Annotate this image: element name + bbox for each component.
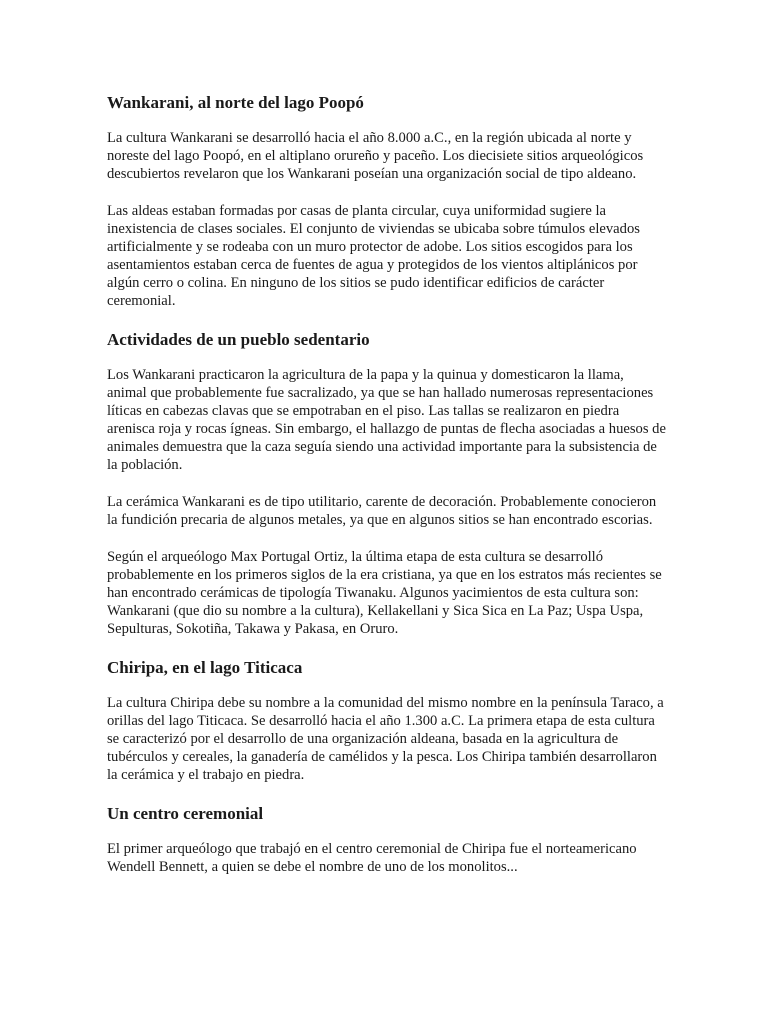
paragraph: La cerámica Wankarani es de tipo utilitario, carente de decoración. Probablemente conocieron la fundición precaria de algunos metales, ya que en algunos sitios se han encontrado escorias. bbox=[107, 494, 657, 528]
section-heading: Chiripa, en el lago Titicaca bbox=[107, 658, 303, 677]
section-heading: Un centro ceremonial bbox=[107, 804, 264, 823]
paragraph: Las aldeas estaban formadas por casas de planta circular, cuya uniformidad sugiere la inexistencia de clases sociales. El conjunto de viviendas se ubicaba sobre túmulos elevados artificialmente y se rodeaba con un muro protector de adobe. Los sitios escogidos para los asentamientos estaban cerca de fuentes de agua y protegidos de los vientos altiplánicos por algún cerro o colina. En ninguno de los sitios se pudo identificar edificios de carácter ceremonial. bbox=[107, 203, 640, 309]
paragraph: La cultura Chiripa debe su nombre a la comunidad del mismo nombre en la península Taraco, a orillas del lago Titicaca. Se desarrolló hacia el año 1.300 a.C. La primera etapa de esta cultura se caracterizó por el desarrollo de una organización aldeana, basada en la agricultura de tubérculos y cereales, la ganadería de camélidos y la pesca. Los Chiripa también desarrollaron la cerámica y el trabajo en piedra. bbox=[107, 695, 664, 783]
paragraph: El primer arqueólogo que trabajó en el centro ceremonial de Chiripa fue el norteamericano Wendell Bennett, a quien se debe el nombre de uno de los monolitos... bbox=[107, 841, 637, 875]
section-wankarani bbox=[107, 92, 667, 310]
section-heading: Wankarani, al norte del lago Poopó bbox=[107, 93, 364, 112]
section-centro-ceremonial bbox=[107, 803, 667, 876]
document-body bbox=[107, 92, 667, 895]
section-heading: Actividades de un pueblo sedentario bbox=[107, 330, 370, 349]
section-chiripa bbox=[107, 657, 667, 784]
section-actividades bbox=[107, 329, 667, 638]
paragraph: Los Wankarani practicaron la agricultura de la papa y la quinua y domesticaron la llama, animal que probablemente fue sacralizado, ya que se han hallado numerosas representaciones líticas en cabezas clavas que se empotraban en el piso. Las tallas se realizaron en piedra arenisca roja y rocas ígneas. Sin embargo, el hallazgo de puntas de flecha asociadas a huesos de animales demuestra que la caza seguía siendo una actividad importante para la subsistencia de la población. bbox=[107, 367, 666, 473]
paragraph: La cultura Wankarani se desarrolló hacia el año 8.000 a.C., en la región ubicada al norte y noreste del lago Poopó, en el altiplano orureño y paceño. Los diecisiete sitios arqueológicos descubiertos revelaron que los Wankarani poseían una organización social de tipo aldeano. bbox=[107, 130, 644, 182]
paragraph: Según el arqueólogo Max Portugal Ortiz, la última etapa de esta cultura se desarrolló probablemente en los primeros siglos de la era cristiana, ya que en los estratos más recientes se han encontrado cerámicas de tipología Tiwanaku. Algunos yacimientos de esta cultura son: Wankarani (que dio su nombre a la cultura), Kellakellani y Sica Sica en La Paz; Uspa Uspa, Sepulturas, Sokotiña, Takawa y Pakasa, en Oruro. bbox=[107, 549, 662, 637]
